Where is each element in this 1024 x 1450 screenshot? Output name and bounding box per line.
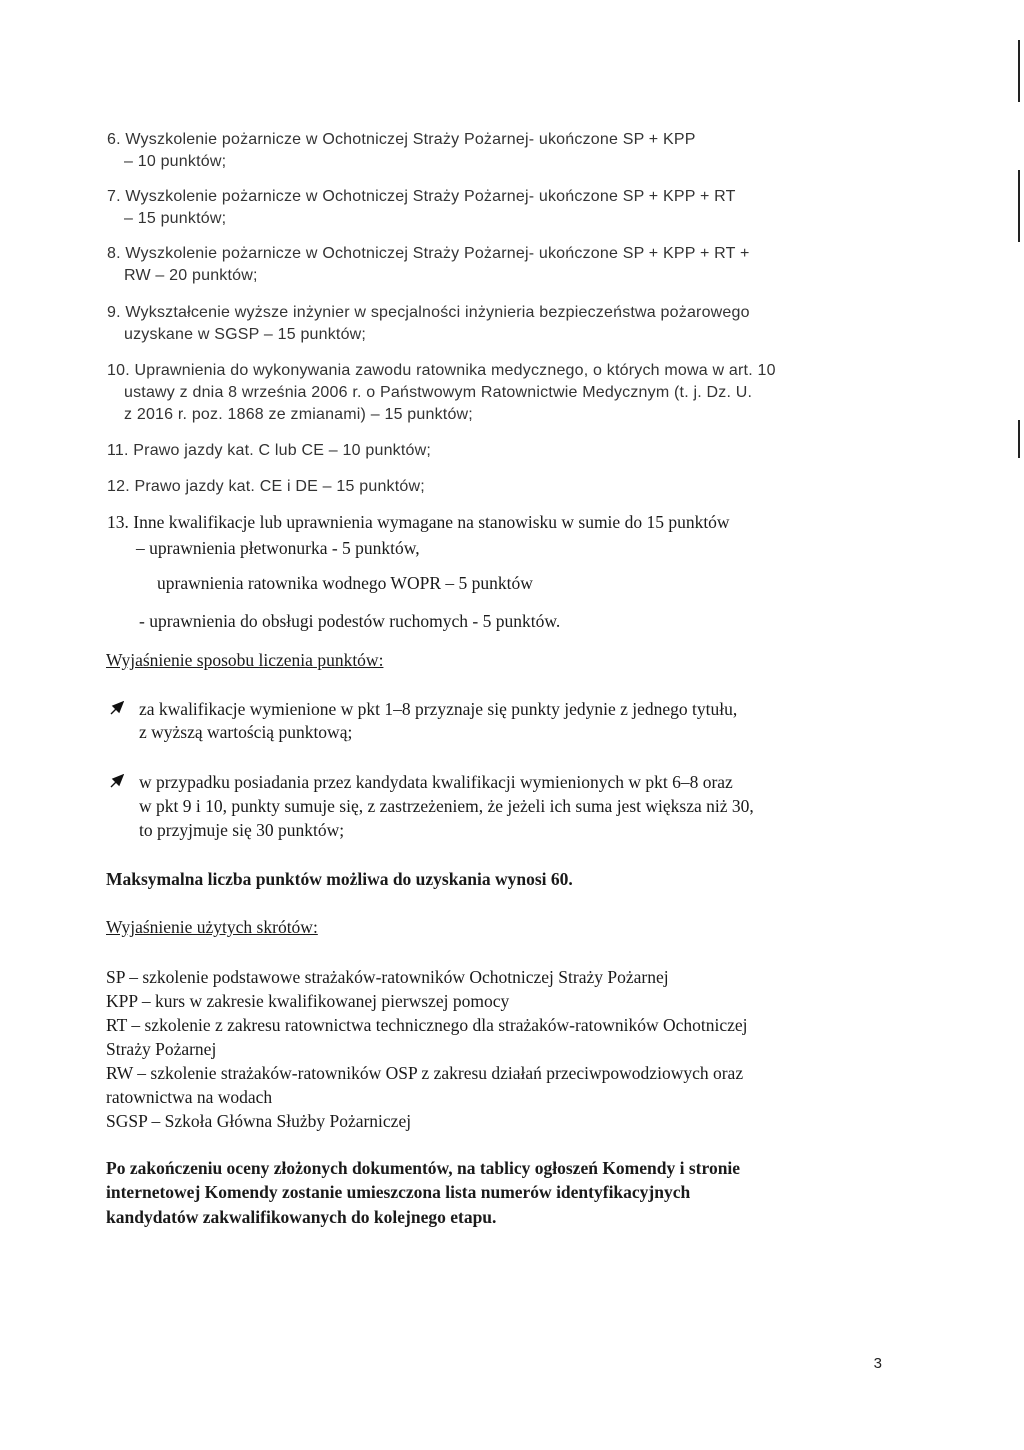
abbrev-rw-line-2: ratownictwa na wodach	[106, 1087, 273, 1107]
scan-edge-mark	[1018, 40, 1020, 102]
abbrev-sp: SP – szkolenie podstawowe strażaków-ratowników Ochotniczej Straży Pożarnej	[106, 967, 669, 987]
final-paragraph-line-3: kandydatów zakwalifikowanych do kolejnego etapu.	[106, 1207, 497, 1227]
list-item-13-line-1: 13. Inne kwalifikacje lub uprawnienia wymagane na stanowisku w sumie do 15 punktów	[107, 512, 730, 532]
list-item-13-line-3: uprawnienia ratownika wodnego WOPR – 5 punktów	[157, 573, 533, 593]
list-item-10-line-3: z 2016 r. poz. 1868 ze zmianami) – 15 punktów;	[124, 406, 473, 423]
abbrev-rw-line-1: RW – szkolenie strażaków-ratowników OSP z zakresu działań przeciwpowodziowych oraz	[106, 1063, 744, 1083]
arrow-bullet-icon	[110, 774, 124, 788]
list-item-7-line-1: 7. Wyszkolenie pożarnicze w Ochotniczej Straży Pożarnej- ukończone SP + KPP + RT	[107, 188, 736, 205]
list-item-7-line-2: – 15 punktów;	[124, 210, 227, 227]
abbrev-rt-line-2: Straży Pożarnej	[106, 1039, 217, 1059]
list-item-6-line-1: 6. Wyszkolenie pożarnicze w Ochotniczej Straży Pożarnej- ukończone SP + KPP	[107, 131, 696, 148]
final-paragraph-line-1: Po zakończeniu oceny złożonych dokumentów, na tablicy ogłoszeń Komendy i stronie	[106, 1158, 741, 1178]
counting-bullet-1-line-1: za kwalifikacje wymienione w pkt 1–8 przyznaje się punkty jedynie z jednego tytułu,	[139, 699, 738, 719]
abbreviations-heading: Wyjaśnienie użytych skrótów:	[106, 917, 318, 937]
page-number: 3	[873, 1355, 882, 1372]
abbrev-kpp: KPP – kurs w zakresie kwalifikowanej pierwszej pomocy	[106, 991, 510, 1011]
list-item-10-line-2: ustawy z dnia 8 września 2006 r. o Państwowym Ratownictwie Medycznym (t. j. Dz. U.	[124, 384, 753, 401]
list-item-10-line-1: 10. Uprawnienia do wykonywania zawodu ratownika medycznego, o których mowa w art. 10	[107, 362, 776, 379]
scan-edge-mark	[1018, 420, 1020, 458]
scan-edge-mark	[1018, 170, 1020, 242]
counting-bullet-2-line-2: w pkt 9 i 10, punkty sumuje się, z zastrzeżeniem, że jeżeli ich suma jest większa niż 30,	[139, 796, 754, 816]
abbrev-rt-line-1: RT – szkolenie z zakresu ratownictwa technicznego dla strażaków-ratowników Ochotniczej	[106, 1015, 748, 1035]
counting-bullet-2-line-1: w przypadku posiadania przez kandydata kwalifikacji wymienionych w pkt 6–8 oraz	[139, 772, 733, 792]
final-paragraph-line-2: internetowej Komendy zostanie umieszczona lista numerów identyfikacyjnych	[106, 1182, 691, 1202]
list-item-11: 11. Prawo jazdy kat. C lub CE – 10 punktów;	[107, 442, 432, 459]
list-item-9-line-2: uzyskane w SGSP – 15 punktów;	[124, 326, 367, 343]
list-item-9-line-1: 9. Wykształcenie wyższe inżynier w specjalności inżynieria bezpieczeństwa pożarowego	[107, 304, 750, 321]
counting-bullet-1-line-2: z wyższą wartością punktową;	[139, 722, 353, 742]
max-points-statement: Maksymalna liczba punktów możliwa do uzyskania wynosi 60.	[106, 869, 573, 889]
list-item-13-line-2: – uprawnienia płetwonurka - 5 punktów,	[136, 538, 420, 558]
arrow-bullet-icon	[110, 701, 124, 715]
counting-heading: Wyjaśnienie sposobu liczenia punktów:	[106, 650, 384, 670]
list-item-8-line-1: 8. Wyszkolenie pożarnicze w Ochotniczej Straży Pożarnej- ukończone SP + KPP + RT +	[107, 245, 750, 262]
list-item-12: 12. Prawo jazdy kat. CE i DE – 15 punktów;	[107, 478, 425, 495]
counting-bullet-2-line-3: to przyjmuje się 30 punktów;	[139, 820, 345, 840]
abbrev-sgsp: SGSP – Szkoła Główna Służby Pożarniczej	[106, 1111, 412, 1131]
list-item-6-line-2: – 10 punktów;	[124, 153, 227, 170]
list-item-8-line-2: RW – 20 punktów;	[124, 267, 258, 284]
list-item-13-line-4: - uprawnienia do obsługi podestów ruchomych - 5 punktów.	[139, 611, 561, 631]
